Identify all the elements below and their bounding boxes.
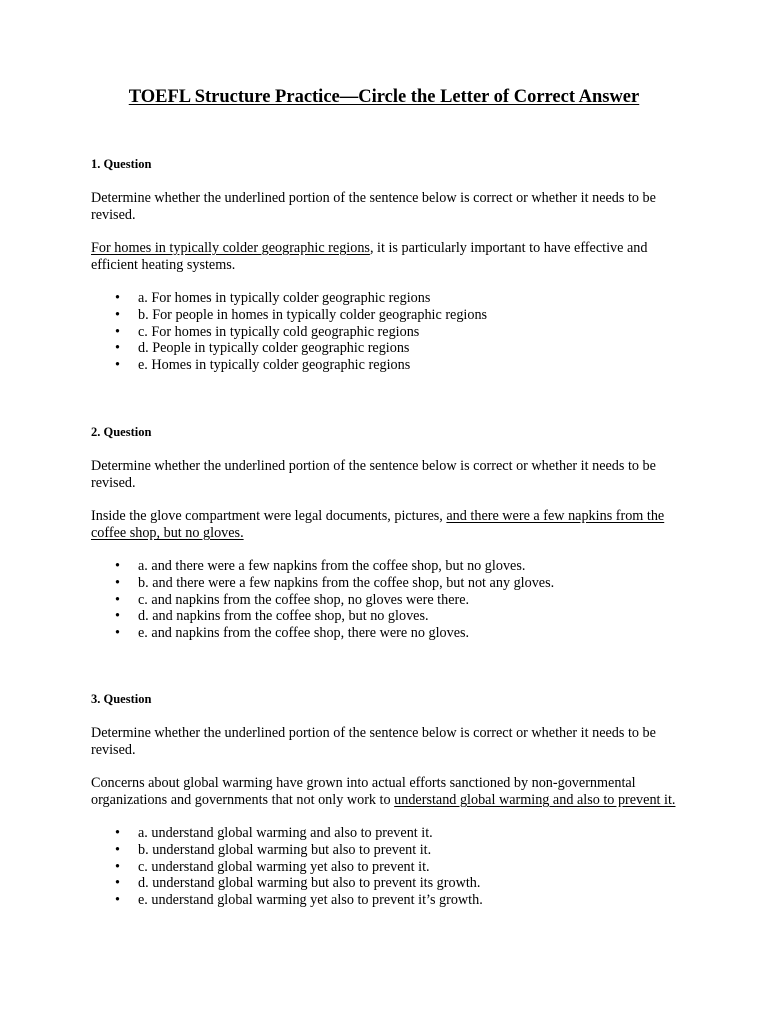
- answer-option[interactable]: [91, 307, 681, 324]
- answer-option[interactable]: [91, 324, 681, 341]
- answer-option[interactable]: [91, 592, 681, 609]
- option-text: e. and napkins from the coffee shop, there were no gloves.: [138, 625, 470, 642]
- question-instruction: Determine whether the underlined portion of the sentence below is correct or whether it needs to be revised.: [91, 458, 656, 491]
- sentence-underlined: and there were a few napkins from the coffee shop, but no gloves.: [91, 508, 665, 541]
- answer-option[interactable]: [91, 825, 681, 842]
- option-text: d. understand global warming but also to prevent its growth.: [138, 875, 481, 892]
- option-text: d. People in typically colder geographic regions: [138, 340, 410, 357]
- bullet-icon: •: [115, 591, 120, 608]
- option-text: a. understand global warming and also to prevent it.: [138, 825, 433, 841]
- option-text: b. and there were a few napkins from the coffee shop, but not any gloves.: [138, 574, 555, 591]
- question-3: [91, 692, 681, 909]
- option-text: e. Homes in typically colder geographic regions: [138, 357, 411, 374]
- bullet-icon: •: [115, 841, 120, 858]
- question-label: 2. Question: [91, 425, 152, 439]
- answer-options: [91, 290, 681, 374]
- option-text: c. and napkins from the coffee shop, no gloves were there.: [138, 591, 470, 608]
- answer-option[interactable]: [91, 892, 681, 909]
- answer-option[interactable]: [91, 290, 681, 307]
- bullet-icon: •: [115, 858, 120, 875]
- answer-option[interactable]: [91, 842, 681, 859]
- option-text: b. For people in homes in typically colder geographic regions: [138, 306, 488, 323]
- question-sentence: [91, 508, 681, 542]
- question-1: [91, 157, 681, 374]
- question-label: 1. Question: [91, 157, 152, 171]
- answer-option[interactable]: [91, 875, 681, 892]
- answer-options: [91, 825, 681, 909]
- sentence-underlined: understand global warming and also to prevent it.: [394, 792, 676, 808]
- bullet-icon: •: [115, 892, 120, 909]
- answer-option[interactable]: [91, 340, 681, 357]
- answer-option[interactable]: [91, 575, 681, 592]
- option-text: c. understand global warming yet also to prevent it.: [138, 858, 430, 875]
- bullet-icon: •: [115, 625, 120, 642]
- question-instruction: Determine whether the underlined portion of the sentence below is correct or whether it needs to be revised.: [91, 190, 656, 223]
- bullet-icon: •: [115, 340, 120, 357]
- sentence-before: Inside the glove compartment were legal documents, pictures,: [91, 508, 447, 524]
- option-text: c. For homes in typically cold geographic regions: [138, 323, 420, 340]
- bullet-icon: •: [115, 290, 120, 306]
- answer-option[interactable]: [91, 608, 681, 625]
- answer-options: [91, 558, 681, 642]
- option-text: a. and there were a few napkins from the coffee shop, but no gloves.: [138, 558, 526, 574]
- bullet-icon: •: [115, 574, 120, 591]
- question-sentence: [91, 240, 681, 274]
- sentence-before: Concerns about global warming have grown into actual efforts sanctioned by non-governmental organizations and governments that not only work to: [91, 775, 636, 808]
- option-text: d. and napkins from the coffee shop, but no gloves.: [138, 608, 429, 625]
- question-label: 3. Question: [91, 692, 152, 706]
- sentence-after: , it is particularly important to have effective and efficient heating systems.: [91, 240, 648, 273]
- question-2: [91, 425, 681, 642]
- question-sentence: [91, 775, 681, 809]
- bullet-icon: •: [115, 357, 120, 374]
- bullet-icon: •: [115, 306, 120, 323]
- answer-option[interactable]: [91, 357, 681, 374]
- page-title: TOEFL Structure Practice—Circle the Letter of Correct Answer: [128, 87, 640, 107]
- bullet-icon: •: [115, 825, 120, 841]
- bullet-icon: •: [115, 875, 120, 892]
- answer-option[interactable]: [91, 558, 681, 575]
- option-text: e. understand global warming yet also to prevent it’s growth.: [138, 892, 483, 909]
- option-text: b. understand global warming but also to prevent it.: [138, 841, 432, 858]
- bullet-icon: •: [115, 323, 120, 340]
- bullet-icon: •: [115, 558, 120, 574]
- bullet-icon: •: [115, 608, 120, 625]
- option-text: a. For homes in typically colder geographic regions: [138, 290, 431, 306]
- answer-option[interactable]: [91, 859, 681, 876]
- answer-option[interactable]: [91, 625, 681, 642]
- sentence-underlined: For homes in typically colder geographic regions: [91, 240, 370, 256]
- question-instruction: Determine whether the underlined portion of the sentence below is correct or whether it needs to be revised.: [91, 725, 656, 758]
